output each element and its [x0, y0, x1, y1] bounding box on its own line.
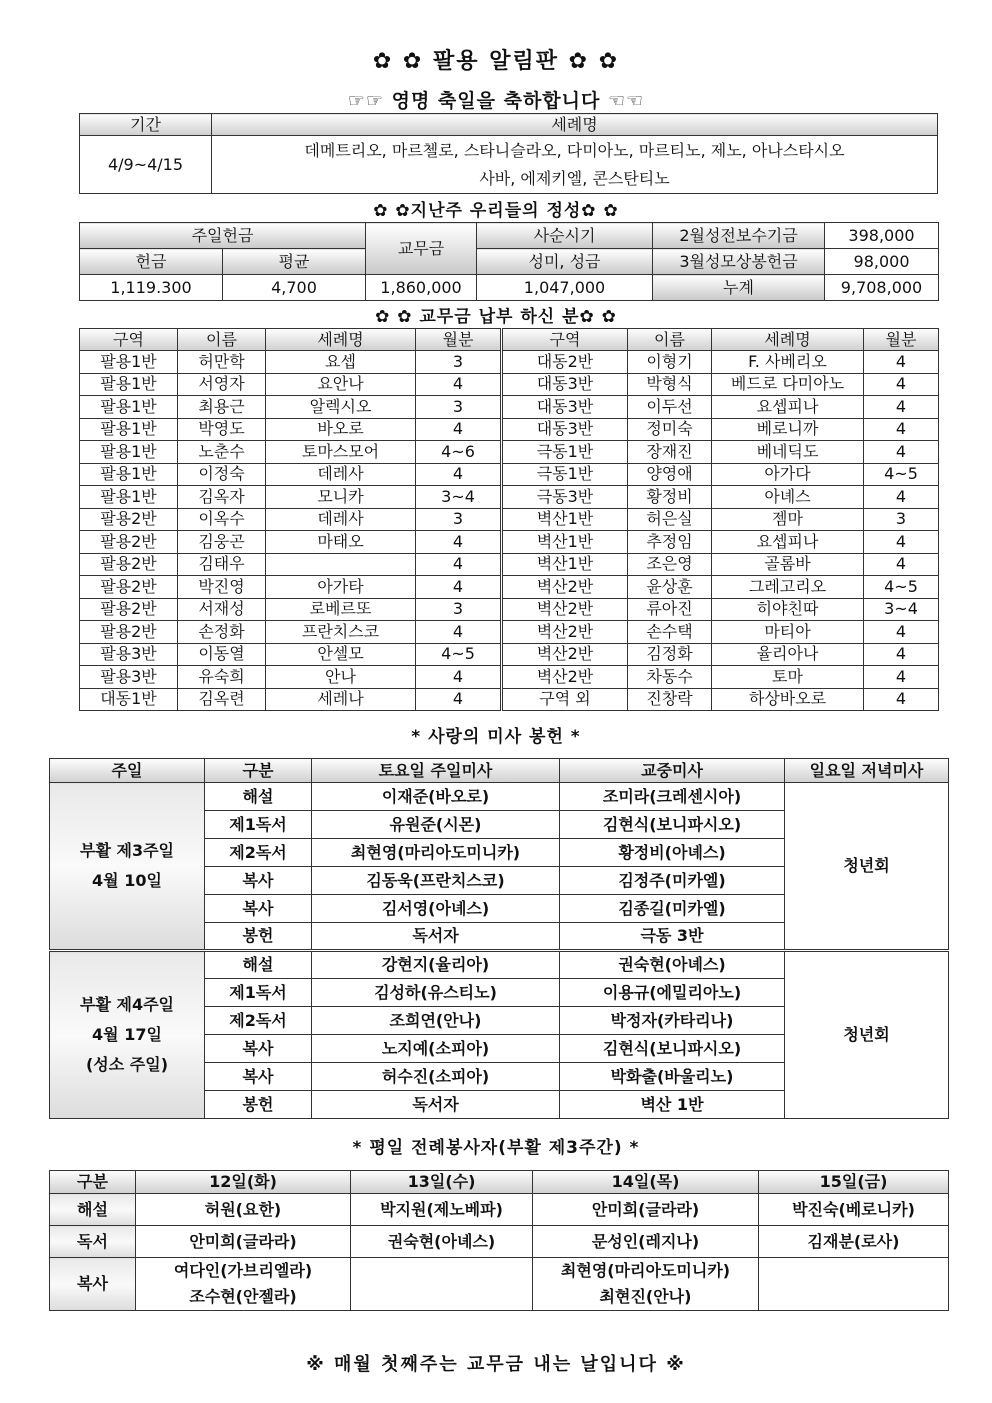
dues-baptismal: 아가타	[266, 576, 416, 599]
dues-heading: ✿ ✿ 교무금 납부 하신 분✿ ✿	[375, 307, 617, 327]
dues-area: 팔용1반	[80, 351, 178, 374]
table-row	[80, 643, 939, 666]
dues-name: 박진영	[178, 576, 266, 599]
mass-evening-cell: 청년회	[785, 951, 949, 1119]
mass-header-evening: 일요일 저녁미사	[785, 759, 949, 783]
offering-table	[79, 222, 939, 301]
weekday-heading: * 평일 전례봉사자(부활 제3주간) *	[352, 1138, 640, 1158]
dues-baptismal: 토마스모어	[266, 441, 416, 464]
dues-month: 3	[416, 508, 502, 531]
dues-area: 팔용1반	[80, 418, 178, 441]
dues-area: 팔용1반	[80, 463, 178, 486]
dues-baptismal: 베드로 다미아노	[712, 373, 864, 396]
dues-baptismal: 세레나	[266, 688, 416, 711]
lent-value: 1,047,000	[477, 275, 653, 301]
dues-month: 4	[864, 666, 939, 689]
dues-area: 벽산1반	[502, 531, 628, 554]
average-label: 평균	[223, 249, 366, 275]
dues-month: 3	[416, 351, 502, 374]
weekday-cell	[136, 1258, 351, 1311]
dues-month: 4	[864, 531, 939, 554]
mass-header-main: 교중미사	[560, 759, 785, 783]
mass-assignee: 김서영(아녜스)	[312, 895, 560, 923]
dues-baptismal: 베네딕도	[712, 441, 864, 464]
mass-role: 제2독서	[205, 1007, 312, 1035]
dues-area: 대동2반	[502, 351, 628, 374]
mass-role: 해설	[205, 783, 312, 811]
table-row	[80, 396, 939, 419]
dues-area: 팔용2반	[80, 598, 178, 621]
mass-assignee: 권숙현(아녜스)	[560, 951, 785, 979]
dues-name: 김정화	[628, 643, 712, 666]
weekday-cell: 김재분(로사)	[759, 1226, 949, 1258]
dues-area: 팔용2반	[80, 531, 178, 554]
dues-baptismal: 아가다	[712, 463, 864, 486]
dues-name: 손수택	[628, 621, 712, 644]
dues-area: 구역 외	[502, 688, 628, 711]
dues-baptismal: 데레사	[266, 508, 416, 531]
weekday-header-tue: 12일(화)	[136, 1171, 351, 1194]
dues-baptismal: 젬마	[712, 508, 864, 531]
weekday-table	[49, 1170, 949, 1311]
dues-area: 벽산2반	[502, 621, 628, 644]
mass-evening-cell: 청년회	[785, 783, 949, 951]
dues-header-baptismal: 세례명	[266, 329, 416, 351]
page-title: ✿ ✿ 팔용 알림판 ✿ ✿	[372, 49, 620, 74]
dues-header-area: 구역	[80, 329, 178, 351]
weekday-server-name: 조수현(안젤라)	[189, 1287, 297, 1306]
mass-assignee: 김종길(미카엘)	[560, 895, 785, 923]
feast-table	[79, 113, 938, 194]
weekday-server-name: 최현영(마리아도미니카)	[560, 1261, 731, 1280]
table-row	[80, 553, 939, 576]
table-row	[80, 463, 939, 486]
mass-assignee: 독서자	[312, 923, 560, 951]
mass-assignee: 이용규(에밀리아노)	[560, 979, 785, 1007]
amount-label: 헌금	[80, 249, 223, 275]
table-row	[50, 783, 949, 811]
dues-area: 팔용2반	[80, 508, 178, 531]
total-label: 누계	[653, 275, 825, 301]
dues-area: 벽산2반	[502, 643, 628, 666]
mass-assignee: 박화출(바울리노)	[560, 1063, 785, 1091]
mass-role: 복사	[205, 867, 312, 895]
dues-month: 3	[416, 598, 502, 621]
mass-assignee: 강현지(율리아)	[312, 951, 560, 979]
fund2-value: 98,000	[825, 249, 939, 275]
dues-baptismal: 요안나	[266, 373, 416, 396]
dues-area: 벽산1반	[502, 508, 628, 531]
dues-area: 팔용1반	[80, 373, 178, 396]
dues-month: 4	[416, 688, 502, 711]
dues-month: 4	[416, 418, 502, 441]
weekday-role-commentary: 해설	[50, 1194, 136, 1226]
mass-assignee: 황정비(아녜스)	[560, 839, 785, 867]
dues-month: 3	[864, 508, 939, 531]
table-row	[80, 418, 939, 441]
total-value: 9,708,000	[825, 275, 939, 301]
mass-assignee: 최현영(마리아도미니카)	[312, 839, 560, 867]
dues-month: 4~5	[864, 576, 939, 599]
dues-area: 팔용2반	[80, 553, 178, 576]
table-row	[80, 441, 939, 464]
weekday-role-server: 복사	[50, 1258, 136, 1311]
mass-role: 봉헌	[205, 1091, 312, 1119]
dues-area: 벽산2반	[502, 598, 628, 621]
mass-role: 해설	[205, 951, 312, 979]
mass-assignee: 노지예(소피아)	[312, 1035, 560, 1063]
dues-area: 팔용1반	[80, 486, 178, 509]
dues-header-month: 월분	[864, 329, 939, 351]
mass-header-saturday: 토요일 주일미사	[312, 759, 560, 783]
dues-baptismal	[266, 553, 416, 576]
weekday-role-reading: 독서	[50, 1226, 136, 1258]
dues-baptismal: 하상바오로	[712, 688, 864, 711]
mass-sunday-cell	[50, 783, 205, 951]
dues-month: 4~5	[416, 643, 502, 666]
dues-month: 4~5	[864, 463, 939, 486]
mass-table	[49, 758, 949, 1119]
dues-name: 서영자	[178, 373, 266, 396]
weekday-cell: 안미희(글라라)	[533, 1194, 759, 1226]
dues-baptismal: 안나	[266, 666, 416, 689]
mass-assignee: 유원준(시몬)	[312, 811, 560, 839]
table-row	[80, 621, 939, 644]
dues-name: 박형식	[628, 373, 712, 396]
mass-assignee: 김동욱(프란치스코)	[312, 867, 560, 895]
dues-baptismal: 마티아	[712, 621, 864, 644]
table-row	[80, 666, 939, 689]
dues-month: 4	[864, 396, 939, 419]
table-row	[80, 688, 939, 711]
dues-baptismal: 로베르또	[266, 598, 416, 621]
weekday-header-thu: 14일(목)	[533, 1171, 759, 1194]
mass-assignee: 독서자	[312, 1091, 560, 1119]
dues-month: 4	[416, 576, 502, 599]
mass-role: 제1독서	[205, 979, 312, 1007]
dues-month: 3	[416, 396, 502, 419]
dues-area: 극동3반	[502, 486, 628, 509]
dues-name: 이옥수	[178, 508, 266, 531]
dues-baptismal: 모니카	[266, 486, 416, 509]
dues-area: 대동3반	[502, 396, 628, 419]
mass-sunday-label: (성소 주일)	[85, 1055, 169, 1074]
feast-heading: ☞☞ 영명 축일을 축하합니다 ☜☜	[347, 90, 645, 112]
mass-role: 복사	[205, 895, 312, 923]
feast-period: 4/9~4/15	[80, 136, 212, 194]
mass-header-role: 구분	[205, 759, 312, 783]
dues-baptismal: F. 사베리오	[712, 351, 864, 374]
mass-assignee: 조미라(크레센시아)	[560, 783, 785, 811]
dues-name: 김웅곤	[178, 531, 266, 554]
dues-area: 벽산2반	[502, 666, 628, 689]
mass-sunday-cell	[50, 951, 205, 1119]
dues-baptismal: 아녜스	[712, 486, 864, 509]
dues-name: 이정숙	[178, 463, 266, 486]
dues-name: 이동열	[178, 643, 266, 666]
dues-name: 서재성	[178, 598, 266, 621]
weekday-server-name: 최현진(안나)	[599, 1287, 692, 1306]
dues-name: 최용근	[178, 396, 266, 419]
dues-baptismal: 안셀모	[266, 643, 416, 666]
table-row	[80, 486, 939, 509]
table-row	[80, 508, 939, 531]
average-value: 4,700	[223, 275, 366, 301]
weekday-header-wed: 13일(수)	[351, 1171, 533, 1194]
dues-baptismal: 토마	[712, 666, 864, 689]
dues-area: 극동1반	[502, 441, 628, 464]
weekday-cell: 권숙현(아녜스)	[351, 1226, 533, 1258]
weekday-server-name: 여다인(가브리엘라)	[173, 1261, 313, 1280]
lent-label: 사순시기	[477, 223, 653, 249]
mass-header-sunday: 주일	[50, 759, 205, 783]
dues-month: 4	[864, 441, 939, 464]
mass-assignee: 김현식(보니파시오)	[560, 1035, 785, 1063]
dues-area: 팔용1반	[80, 441, 178, 464]
dues-baptismal: 데레사	[266, 463, 416, 486]
dues-name: 김옥련	[178, 688, 266, 711]
dues-month: 4	[864, 643, 939, 666]
dues-month: 4	[416, 463, 502, 486]
dues-baptismal: 프란치스코	[266, 621, 416, 644]
fund2-label: 3월성모상봉헌금	[653, 249, 825, 275]
dues-header-month: 월분	[416, 329, 502, 351]
dues-month: 4	[416, 553, 502, 576]
dues-name: 김옥자	[178, 486, 266, 509]
dues-name: 김태우	[178, 553, 266, 576]
weekday-cell: 박지원(제노베파)	[351, 1194, 533, 1226]
dues-month: 4	[864, 351, 939, 374]
dues-name: 정미숙	[628, 418, 712, 441]
dues-name: 박영도	[178, 418, 266, 441]
fund1-label: 2월성전보수기금	[653, 223, 825, 249]
parish-dues-label: 교무금	[366, 223, 477, 275]
dues-area: 팔용3반	[80, 666, 178, 689]
offering-heading: ✿ ✿지난주 우리들의 정성✿ ✿	[373, 201, 619, 221]
dues-name: 손정화	[178, 621, 266, 644]
weekday-header-role: 구분	[50, 1171, 136, 1194]
mass-assignee: 박정자(카타리나)	[560, 1007, 785, 1035]
dues-name: 추정임	[628, 531, 712, 554]
dues-name: 윤상훈	[628, 576, 712, 599]
dues-baptismal: 골롬바	[712, 553, 864, 576]
mass-heading: * 사랑의 미사 봉헌 *	[411, 727, 581, 747]
mass-assignee: 극동 3반	[560, 923, 785, 951]
dues-month: 3~4	[864, 598, 939, 621]
weekday-cell: 안미희(글라라)	[136, 1226, 351, 1258]
feast-names	[212, 136, 938, 194]
dues-area: 대동3반	[502, 418, 628, 441]
mass-role: 제1독서	[205, 811, 312, 839]
mass-assignee: 벽산 1반	[560, 1091, 785, 1119]
dues-name: 진창락	[628, 688, 712, 711]
dues-name: 류아진	[628, 598, 712, 621]
amount-value: 1,119.300	[80, 275, 223, 301]
mass-assignee: 김현식(보니파시오)	[560, 811, 785, 839]
dues-baptismal: 바오로	[266, 418, 416, 441]
dues-name: 양영애	[628, 463, 712, 486]
parish-dues-value: 1,860,000	[366, 275, 477, 301]
dues-baptismal: 그레고리오	[712, 576, 864, 599]
dues-area: 팔용1반	[80, 396, 178, 419]
dues-month: 4	[864, 553, 939, 576]
dues-baptismal: 알렉시오	[266, 396, 416, 419]
sunday-offering-label: 주일헌금	[80, 223, 366, 249]
dues-month: 4	[864, 688, 939, 711]
dues-baptismal: 요셉피나	[712, 396, 864, 419]
mass-role: 복사	[205, 1035, 312, 1063]
table-row	[50, 951, 949, 979]
dues-header-area: 구역	[502, 329, 628, 351]
table-row	[80, 598, 939, 621]
mass-sunday-label: 4월 10일	[92, 871, 162, 890]
weekday-cell: 박진숙(베로니카)	[759, 1194, 949, 1226]
dues-area: 벽산1반	[502, 553, 628, 576]
dues-name: 허만학	[178, 351, 266, 374]
dues-name: 차동수	[628, 666, 712, 689]
weekday-cell: 허원(요한)	[136, 1194, 351, 1226]
dues-header-baptismal: 세례명	[712, 329, 864, 351]
dues-month: 4	[416, 531, 502, 554]
mass-assignee: 김성하(유스티노)	[312, 979, 560, 1007]
dues-header-name: 이름	[628, 329, 712, 351]
mass-role: 제2독서	[205, 839, 312, 867]
dues-month: 4	[416, 373, 502, 396]
weekday-cell	[759, 1258, 949, 1311]
dues-name: 노춘수	[178, 441, 266, 464]
table-row	[80, 576, 939, 599]
feast-period-header: 기간	[80, 114, 212, 136]
mass-assignee: 조희연(안나)	[312, 1007, 560, 1035]
dues-area: 팔용2반	[80, 576, 178, 599]
dues-baptismal: 율리아나	[712, 643, 864, 666]
feast-names-line1: 데메트리오, 마르첼로, 스타니슬라오, 다미아노, 마르티노, 제노, 아나스타시오	[304, 140, 845, 160]
fund1-value: 398,000	[825, 223, 939, 249]
dues-baptismal: 마태오	[266, 531, 416, 554]
mass-assignee: 허수진(소피아)	[312, 1063, 560, 1091]
dues-area: 벽산2반	[502, 576, 628, 599]
dues-baptismal: 히야친따	[712, 598, 864, 621]
dues-month: 4	[416, 666, 502, 689]
dues-baptismal: 요셉	[266, 351, 416, 374]
dues-name: 황정비	[628, 486, 712, 509]
dues-month: 4	[416, 621, 502, 644]
dues-header-name: 이름	[178, 329, 266, 351]
table-row	[80, 373, 939, 396]
weekday-cell	[533, 1258, 759, 1311]
weekday-header-fri: 15일(금)	[759, 1171, 949, 1194]
dues-area: 팔용2반	[80, 621, 178, 644]
lent-sub-label: 성미, 성금	[477, 249, 653, 275]
dues-month: 4	[864, 373, 939, 396]
mass-sunday-label: 부활 제3주일	[80, 841, 174, 860]
footer-notice: ※ 매월 첫째주는 교무금 내는 날입니다 ※	[306, 1354, 686, 1375]
dues-baptismal: 베로니까	[712, 418, 864, 441]
dues-baptismal: 요셉피나	[712, 531, 864, 554]
mass-assignee: 김정주(미카엘)	[560, 867, 785, 895]
dues-area: 극동1반	[502, 463, 628, 486]
weekday-cell	[351, 1258, 533, 1311]
mass-sunday-label: 4월 17일	[92, 1025, 162, 1044]
dues-name: 이형기	[628, 351, 712, 374]
dues-area: 대동3반	[502, 373, 628, 396]
dues-month: 4	[864, 486, 939, 509]
dues-name: 허은실	[628, 508, 712, 531]
feast-names-line2: 사바, 에제키엘, 콘스탄티노	[479, 168, 670, 188]
dues-month: 4	[864, 418, 939, 441]
dues-area: 대동1반	[80, 688, 178, 711]
feast-name-header: 세례명	[212, 114, 938, 136]
dues-month: 4	[864, 621, 939, 644]
dues-name: 조은영	[628, 553, 712, 576]
mass-role: 복사	[205, 1063, 312, 1091]
dues-area: 팔용3반	[80, 643, 178, 666]
dues-table	[79, 328, 939, 711]
dues-name: 이두선	[628, 396, 712, 419]
mass-assignee: 이재준(바오로)	[312, 783, 560, 811]
mass-role: 봉헌	[205, 923, 312, 951]
mass-sunday-label: 부활 제4주일	[80, 995, 174, 1014]
dues-month: 3~4	[416, 486, 502, 509]
dues-name: 장재진	[628, 441, 712, 464]
dues-month: 4~6	[416, 441, 502, 464]
table-row	[80, 531, 939, 554]
table-row	[80, 351, 939, 374]
weekday-cell: 문성인(레지나)	[533, 1226, 759, 1258]
dues-name: 유숙희	[178, 666, 266, 689]
